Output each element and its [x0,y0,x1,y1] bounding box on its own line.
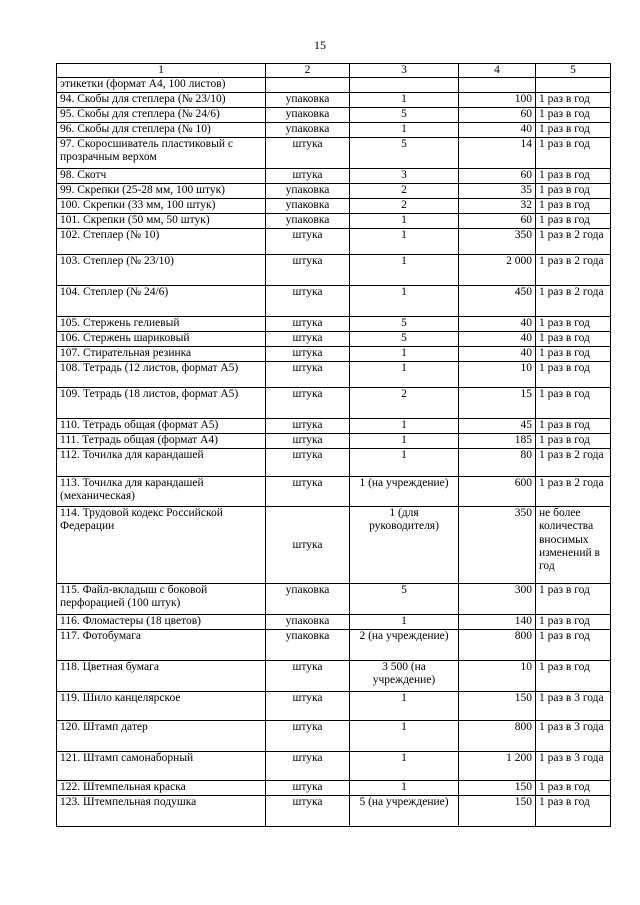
price-cell: 60 [459,107,536,122]
quantity-cell: 1 [350,691,459,720]
quantity-cell: 1 [350,361,459,387]
table-row [57,137,611,168]
table-row [57,107,611,122]
table-row [57,751,611,780]
table-row [57,691,611,720]
item-name-cell: 98. Скотч [57,168,266,183]
table-row [57,780,611,795]
item-name-cell: 99. Скрепки (25-28 мм, 100 штук) [57,183,266,198]
table-row [57,213,611,228]
quantity-cell: 5 [350,316,459,331]
unit-cell: штука [266,780,350,795]
replacement-frequency-cell: 1 раз в год [536,198,611,213]
item-name-cell: 100. Скрепки (33 мм, 100 штук) [57,198,266,213]
price-cell: 35 [459,183,536,198]
quantity-cell: 2 [350,198,459,213]
table-row [57,228,611,254]
unit-cell: штука [266,254,350,285]
quantity-cell: 1 [350,780,459,795]
item-name-cell: 104. Степлер (№ 24/6) [57,285,266,316]
item-name-cell: 105. Стержень гелиевый [57,316,266,331]
replacement-frequency-cell: 1 раз в год [536,122,611,137]
unit-cell: штука [266,418,350,433]
price-cell: 10 [459,361,536,387]
unit-cell: штука [266,346,350,361]
item-name-cell: 114. Трудовой кодекс Российской Федерации [57,506,266,583]
page-number: 15 [314,38,326,52]
unit-cell: штука [266,316,350,331]
price-cell: 40 [459,316,536,331]
unit-cell: штука [266,137,350,168]
table-row [57,198,611,213]
table-row [57,285,611,316]
table-header-row [57,64,611,78]
unit-cell: штука [266,387,350,418]
unit-cell: штука [266,795,350,826]
item-name-cell: 102. Степлер (№ 10) [57,228,266,254]
price-cell: 800 [459,720,536,751]
quantity-cell: 1 (для руководителя) [350,506,459,583]
item-name-cell: 123. Штемпельная подушка [57,795,266,826]
table-row [57,387,611,418]
quantity-cell: 1 [350,285,459,316]
unit-cell: штука [266,720,350,751]
table-row [57,331,611,346]
item-name-cell: 113. Точилка для карандашей (механическая) [57,476,266,506]
price-cell: 100 [459,92,536,107]
unit-cell: штука [266,228,350,254]
table-row [57,795,611,826]
unit-cell: упаковка [266,183,350,198]
unit-cell: упаковка [266,213,350,228]
quantity-cell: 1 [350,448,459,476]
item-name-cell: 108. Тетрадь (12 листов, формат А5) [57,361,266,387]
unit-cell: упаковка [266,107,350,122]
replacement-frequency-cell: 1 раз в год [536,137,611,168]
table-row [57,506,611,583]
table-row [57,583,611,614]
quantity-cell: 1 (на учреждение) [350,476,459,506]
item-name-cell: этикетки (формат А4, 100 листов) [57,78,266,92]
quantity-cell: 2 [350,387,459,418]
table-row [57,361,611,387]
unit-cell: штука [266,751,350,780]
item-name-cell: 96. Скобы для степлера (№ 10) [57,122,266,137]
table-row [57,346,611,361]
replacement-frequency-cell: 1 раз в год [536,795,611,826]
item-name-cell: 110. Тетрадь общая (формат А5) [57,418,266,433]
replacement-frequency-cell: 1 раз в 2 года [536,254,611,285]
column-header-3: 3 [350,64,459,78]
item-name-cell: 121. Штамп самонаборный [57,751,266,780]
column-header-4: 4 [459,64,536,78]
replacement-frequency-cell: 1 раз в год [536,331,611,346]
item-name-cell: 118. Цветная бумага [57,660,266,691]
column-header-2: 2 [266,64,350,78]
quantity-cell: 1 [350,254,459,285]
item-name-cell: 97. Скоросшиватель пластиковый с прозрачным верхом [57,137,266,168]
unit-cell: штука [266,660,350,691]
quantity-cell: 3 [350,168,459,183]
quantity-cell: 5 [350,583,459,614]
price-cell: 14 [459,137,536,168]
table-row [57,448,611,476]
item-name-cell: 119. Шило канцелярское [57,691,266,720]
quantity-cell: 1 [350,418,459,433]
item-name-cell: 107. Стирательная резинка [57,346,266,361]
price-cell: 1 200 [459,751,536,780]
price-cell: 40 [459,331,536,346]
table-row [57,78,611,92]
table-row [57,433,611,448]
item-name-cell: 94. Скобы для степлера (№ 23/10) [57,92,266,107]
price-cell: 10 [459,660,536,691]
item-name-cell: 122. Штемпельная краска [57,780,266,795]
replacement-frequency-cell: 1 раз в год [536,433,611,448]
quantity-cell: 1 [350,720,459,751]
item-name-cell: 111. Тетрадь общая (формат А4) [57,433,266,448]
price-cell: 800 [459,629,536,660]
table-row [57,629,611,660]
unit-cell: штука [266,691,350,720]
replacement-frequency-cell: 1 раз в год [536,361,611,387]
replacement-frequency-cell: не более количества вносимых изменений в год [536,506,611,583]
unit-cell: упаковка [266,122,350,137]
price-cell: 60 [459,168,536,183]
price-cell: 350 [459,228,536,254]
price-cell: 140 [459,614,536,629]
replacement-frequency-cell: 1 раз в 2 года [536,285,611,316]
replacement-frequency-cell: 1 раз в год [536,316,611,331]
quantity-cell: 2 [350,183,459,198]
replacement-frequency-cell: 1 раз в год [536,629,611,660]
price-cell: 300 [459,583,536,614]
replacement-frequency-cell: 1 раз в 2 года [536,448,611,476]
item-name-cell: 115. Файл-вкладыш с боковой перфорацией (100 штук) [57,583,266,614]
price-cell: 600 [459,476,536,506]
unit-cell: штука [266,361,350,387]
quantity-cell: 1 [350,751,459,780]
table-row [57,92,611,107]
table-row [57,660,611,691]
item-name-cell: 109. Тетрадь (18 листов, формат А5) [57,387,266,418]
price-cell: 32 [459,198,536,213]
quantity-cell: 1 [350,433,459,448]
quantity-cell: 5 [350,137,459,168]
quantity-cell: 5 (на учреждение) [350,795,459,826]
item-name-cell: 95. Скобы для степлера (№ 24/6) [57,107,266,122]
unit-cell: упаковка [266,629,350,660]
quantity-cell [350,78,459,92]
replacement-frequency-cell: 1 раз в год [536,183,611,198]
unit-cell: штука [266,331,350,346]
price-cell: 150 [459,795,536,826]
unit-cell: упаковка [266,198,350,213]
table-row [57,168,611,183]
column-header-5: 5 [536,64,611,78]
unit-cell: упаковка [266,583,350,614]
item-name-cell: 117. Фотобумага [57,629,266,660]
replacement-frequency-cell: 1 раз в год [536,660,611,691]
quantity-cell: 5 [350,331,459,346]
price-cell: 80 [459,448,536,476]
table-row [57,122,611,137]
price-cell [459,78,536,92]
replacement-frequency-cell: 1 раз в 2 года [536,476,611,506]
table-row [57,183,611,198]
unit-cell: штука [266,506,350,583]
replacement-frequency-cell: 1 раз в год [536,583,611,614]
price-cell: 60 [459,213,536,228]
quantity-cell: 2 (на учреждение) [350,629,459,660]
price-cell: 150 [459,691,536,720]
replacement-frequency-cell: 1 раз в год [536,780,611,795]
table-row [57,476,611,506]
replacement-frequency-cell: 1 раз в год [536,168,611,183]
replacement-frequency-cell: 1 раз в год [536,418,611,433]
quantity-cell: 1 [350,213,459,228]
quantity-cell: 3 500 (на учреждение) [350,660,459,691]
price-cell: 40 [459,346,536,361]
price-cell: 45 [459,418,536,433]
supplies-table [56,63,611,827]
replacement-frequency-cell: 1 раз в год [536,387,611,418]
unit-cell: штука [266,476,350,506]
item-name-cell: 101. Скрепки (50 мм, 50 штук) [57,213,266,228]
table-row [57,254,611,285]
item-name-cell: 106. Стержень шариковый [57,331,266,346]
table-row [57,418,611,433]
unit-cell [266,78,350,92]
price-cell: 15 [459,387,536,418]
unit-cell: упаковка [266,92,350,107]
unit-cell: штука [266,168,350,183]
price-cell: 185 [459,433,536,448]
quantity-cell: 1 [350,614,459,629]
price-cell: 150 [459,780,536,795]
price-cell: 2 000 [459,254,536,285]
unit-cell: штука [266,285,350,316]
replacement-frequency-cell: 1 раз в год [536,614,611,629]
quantity-cell: 1 [350,228,459,254]
table-row [57,316,611,331]
price-cell: 450 [459,285,536,316]
table-row [57,614,611,629]
unit-cell: штука [266,433,350,448]
replacement-frequency-cell: 1 раз в год [536,213,611,228]
item-name-cell: 112. Точилка для карандашей [57,448,266,476]
table-row [57,720,611,751]
price-cell: 40 [459,122,536,137]
quantity-cell: 5 [350,107,459,122]
replacement-frequency-cell [536,78,611,92]
unit-cell: штука [266,448,350,476]
column-header-1: 1 [57,64,266,78]
replacement-frequency-cell: 1 раз в 3 года [536,691,611,720]
replacement-frequency-cell: 1 раз в год [536,107,611,122]
quantity-cell: 1 [350,122,459,137]
item-name-cell: 116. Фломастеры (18 цветов) [57,614,266,629]
replacement-frequency-cell: 1 раз в год [536,346,611,361]
replacement-frequency-cell: 1 раз в год [536,92,611,107]
quantity-cell: 1 [350,346,459,361]
item-name-cell: 103. Степлер (№ 23/10) [57,254,266,285]
quantity-cell: 1 [350,92,459,107]
replacement-frequency-cell: 1 раз в 3 года [536,751,611,780]
item-name-cell: 120. Штамп датер [57,720,266,751]
replacement-frequency-cell: 1 раз в 2 года [536,228,611,254]
price-cell: 350 [459,506,536,583]
unit-cell: упаковка [266,614,350,629]
replacement-frequency-cell: 1 раз в 3 года [536,720,611,751]
